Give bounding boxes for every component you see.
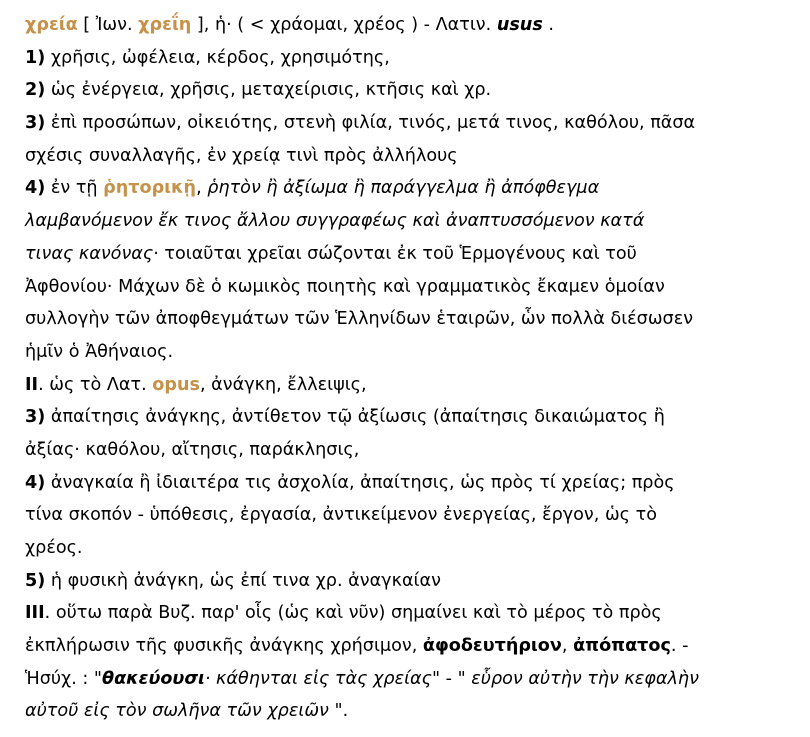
section-ii-sense-4-line-1: [25, 467, 798, 500]
header-end: .: [542, 15, 554, 35]
section-ii: [25, 369, 798, 402]
sense-number: 1): [25, 47, 46, 68]
rhetoric-term: ῥητορικῇ: [103, 178, 197, 199]
definition-italic: ῥητὸν ἢ ἀξίωμα ἢ παράγγελμα ἢ ἀπόφθεγμα: [207, 178, 600, 199]
sense-text: ἀναγκαία ἢ ἰδιαιτέρα τις ἀσχολία, ἀπαίτησις, ὡς πρὸς τί χρείας; πρὸς: [45, 472, 675, 493]
sense-text: Ἡσύχ. : ": [25, 668, 102, 689]
quote-italic: εὗρον αὐτὴν τὴν κεφαλὴν: [471, 668, 699, 689]
sense-number: 5): [25, 570, 46, 591]
sense-text: τίνα σκοπόν - ὑπόθεσις, ἐργασία, ἀντικείμενον ἐνεργείας, ἔργον, ὡς τὸ: [25, 505, 657, 526]
quoted-word: θακεύουσι: [102, 668, 205, 689]
sense-4-line-2: [25, 205, 798, 238]
sense-text: Ἀφθονίου· Μάχων δὲ ὁ κωμικὸς ποιητὴς καὶ γραμματικὸς ἔκαμεν ὁμοίαν: [25, 276, 665, 297]
section-ii-sense-4-line-3: [25, 532, 798, 565]
sense-text: , ἀνάγκη, ἔλλειψις,: [199, 374, 367, 395]
sense-4-line-1: [25, 172, 798, 205]
sense-text: ἡ φυσικὴ ἀνάγκη, ὡς ἐπί τινα χρ. ἀναγκαίαν: [45, 570, 441, 591]
ionic-variant: χρεΐη: [138, 15, 192, 35]
sense-text: συλλογὴν τῶν ἀποφθεγμάτων τῶν Ἑλληνίδων ἑταιρῶν, ὧν πολλὰ διέσωσεν: [25, 309, 694, 330]
sense-text: χρέος.: [25, 538, 83, 558]
sense-number: 3): [25, 113, 46, 134]
sense-text: ἡμῖν ὁ Ἀθήναιος.: [25, 341, 174, 362]
header-etymology: ], ἡ· ( < χράομαι, χρέος ) - Λατιν.: [191, 15, 497, 35]
sense-text: σχέσις συναλλαγῆς, ἐν χρείᾳ τινὶ πρὸς ἀλλήλους: [25, 145, 458, 166]
sense-text: . -: [670, 636, 689, 657]
section-ii-sense-5: [25, 565, 798, 598]
sense-number: 4): [25, 472, 46, 493]
quote-italic: αὐτοῦ εἰς τὸν σωλῆνα τῶν χρειῶν: [25, 701, 329, 722]
definition-italic: τινας κανόνας: [25, 243, 154, 264]
latin-equivalent: usus: [496, 15, 543, 35]
sense-number: 3): [25, 407, 46, 428]
sense-4-line-6: [25, 336, 798, 369]
sense-4-line-4: [25, 271, 798, 304]
section-iii-line-3: [25, 663, 798, 696]
section-ii-sense-4-line-2: [25, 499, 798, 532]
sense-4-line-5: [25, 303, 798, 336]
sense-text: ,: [196, 178, 208, 199]
sense-text: ἐν τῇ: [45, 178, 104, 199]
sense-text: ὡς ἐνέργεια, χρῆσις, μεταχείρισις, κτῆσις καὶ χρ.: [45, 80, 492, 101]
section-ii-sense-3-line-2: [25, 434, 798, 467]
sense-text: ἀξίας· καθόλου, αἴτησις, παράκλησις,: [25, 439, 360, 460]
definition-italic: λαμβανόμενον ἔκ τινος ἄλλου συγγραφέως καὶ ἀναπτυσσόμενον κατά: [25, 211, 645, 232]
sense-3-line-2: [25, 140, 798, 173]
sense-3-line-1: [25, 107, 798, 140]
sense-text: . ὡς τὸ Λατ.: [38, 374, 153, 395]
sense-text: " - ": [431, 668, 472, 689]
sense-2: [25, 74, 798, 107]
sense-1: [25, 42, 798, 75]
sense-text: . οὕτω παρὰ Βυζ. παρ' οἷς (ὡς καὶ νῦν) σημαίνει καὶ τὸ μέρος τὸ πρὸς: [44, 603, 662, 624]
sense-text: ἐκπλήρωσιν τῆς φυσικῆς ἀνάγκης χρήσιμον,: [25, 636, 423, 657]
latin-term: opus: [152, 374, 200, 395]
section-number: II: [25, 374, 39, 395]
sense-text: χρῆσις, ὠφέλεια, κέρδος, χρησιμότης,: [45, 47, 390, 68]
sense-number: 2): [25, 80, 46, 101]
section-iii-line-4: [25, 695, 798, 728]
quote-italic: · κάθηνται εἰς τὰς χρείας: [204, 668, 432, 689]
entry-header: [25, 9, 798, 42]
bold-term: ἀπόπατος: [573, 636, 671, 657]
headword: χρεία: [25, 15, 78, 35]
sense-text: ,: [561, 636, 574, 657]
sense-text: ἀπαίτησις ἀνάγκης, ἀντίθετον τῷ ἀξίωσις (ἀπαίτησις δικαιώματος ἢ: [45, 407, 665, 428]
sense-text: ἐπὶ προσώπων, οἰκειότης, στενὴ φιλία, τινός, μετά τινος, καθόλου, πᾶσα: [45, 113, 696, 134]
header-open: [ Ἰων.: [77, 15, 139, 35]
bold-term: ἀφοδευτήριον: [422, 636, 562, 657]
section-iii-line-1: [25, 597, 798, 630]
section-ii-sense-3-line-1: [25, 401, 798, 434]
sense-number: 4): [25, 178, 46, 199]
sense-4-line-3: [25, 238, 798, 271]
section-iii-line-2: [25, 630, 798, 663]
sense-text: ".: [328, 701, 349, 722]
sense-text: · τοιαῦται χρεῖαι σώζονται ἐκ τοῦ Ἑρμογένους καὶ τοῦ: [153, 243, 637, 264]
section-number: III: [25, 603, 45, 624]
